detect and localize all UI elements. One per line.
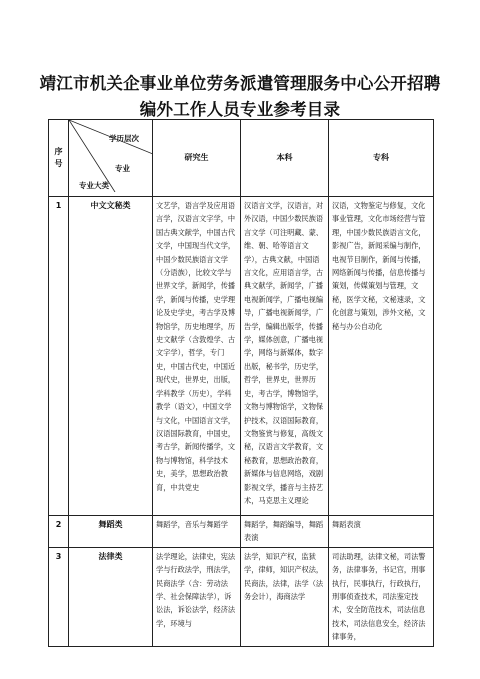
graduate-header: 研究生 xyxy=(153,120,241,197)
table-row xyxy=(49,547,434,646)
row-seq: 2 xyxy=(49,516,69,548)
bachelor-header: 本科 xyxy=(241,120,329,197)
document-title-line2: 编外工作人员专业参考目录 xyxy=(139,100,341,119)
row-bachelor: 舞蹈学，舞蹈编导，舞蹈表演 xyxy=(241,516,329,548)
table-row xyxy=(49,516,434,548)
row-graduate: 法学理论，法律史，宪法学与行政法学，刑法学，民商法学（含：劳动法学、社会保障法学），诉讼法，诉讼法学，经济法学，环境与 xyxy=(153,547,241,646)
row-bachelor: 法学，知识产权，监狱学，律师，知识产权法，民商法，法律，法学（法务会计），海商法学 xyxy=(241,547,329,646)
row-category: 法律类 xyxy=(69,547,153,646)
seq-header-char2: 号 xyxy=(54,159,63,168)
table-row xyxy=(49,197,434,516)
document-title-line1: 靖江市机关企事业单位劳务派遣管理服务中心公开招聘 xyxy=(39,74,441,93)
diag-major-label: 专业 xyxy=(115,164,130,173)
college-header: 专科 xyxy=(329,120,434,197)
row-category: 舞蹈类 xyxy=(69,516,153,548)
seq-header xyxy=(49,120,69,197)
row-college: 舞蹈表演 xyxy=(329,516,434,548)
row-college: 司法助理，法律文秘，司法警务，法律事务，书记官，刑事执行，民事执行，行政执行，刑事侦查技术，司法鉴定技术，安全防范技术，司法信息技术，司法信息安全，经济法律事务， xyxy=(329,547,434,646)
seq-header-char1: 序 xyxy=(54,147,63,156)
diag-category-label: 专业大类 xyxy=(79,181,109,190)
major-catalog-table xyxy=(48,119,434,647)
row-seq: 3 xyxy=(49,547,69,646)
diagonal-header-cell xyxy=(69,120,153,197)
row-college: 汉语，文物鉴定与修复，文化事业管理，文化市场经营与管理，中国少数民族语言文化，影视广告，新闻采编与制作，电视节目制作，新闻与传播，网络新闻与传播，信息传播与策划，传媒策划与管理，文秘，医学文秘，文秘速录，文化创意与策划，涉外文秘，文秘与办公自动化 xyxy=(329,197,434,516)
row-seq: 1 xyxy=(49,197,69,516)
row-graduate: 舞蹈学，音乐与舞蹈学 xyxy=(153,516,241,548)
row-graduate: 文艺学，语言学及应用语言学，汉语言文字学，中国古典文献学，中国古代文学，中国现当代文学，中国少数民族语言文学（分语族），比较文学与世界文学，新闻学，传播学，新闻与传播，史学理论及史学史，考古学及博物馆学，历史地理学，历史文献学（含敦煌学、古文字学），哲学，专门史，中国古代史，中国近现代史，世界史，出版，学科教学（历史），学科教学（语文），中国文学与文化，中国语言文学，汉语国际教育，中国史，考古学，新闻传播学，文物与博物馆，科学技术史，美学，思想政治教育，中共党史 xyxy=(153,197,241,516)
table-header-row xyxy=(49,120,434,197)
row-bachelor: 汉语言文学，汉语言，对外汉语，中国少数民族语言文学（可注明藏、蒙、维、朝、哈等语言文学），古典文献，中国语言文化，应用语言学，古典文献学，新闻学，广播电视新闻学，广播电视编导，广播电视新闻学，广告学，编辑出版学，传播学，媒体创意，广播电视学，网络与新媒体，数字出版，秘书学，历史学，哲学，世界史，世界历史，考古学，博物馆学，文物与博物馆学，文物保护技术，汉语国际教育，文物鉴赏与修复，高级文秘，汉语言文学教育，文秘教育，思想政治教育，新媒体与信息网络，戏剧影视文学，播音与主持艺术，马克思主义理论 xyxy=(241,197,329,516)
row-category: 中文文秘类 xyxy=(69,197,153,516)
diag-level-label: 学历层次 xyxy=(109,134,139,143)
